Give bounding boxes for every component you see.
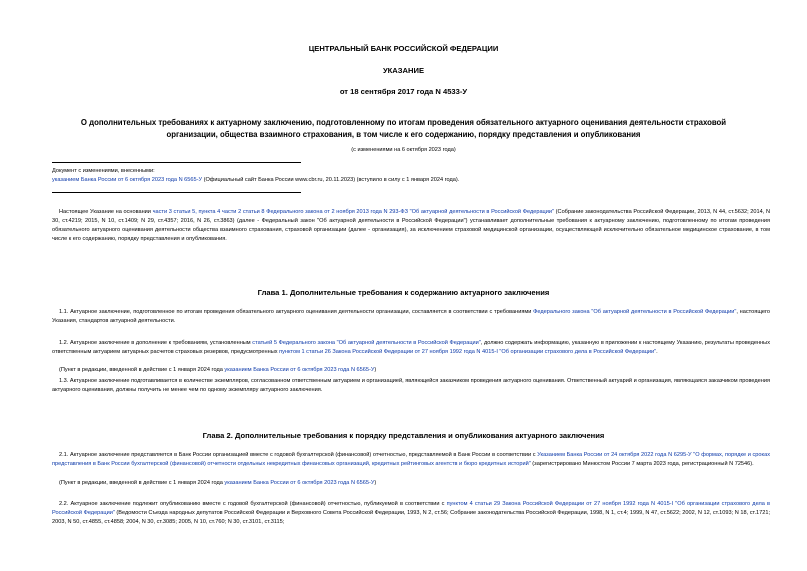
document-type: УКАЗАНИЕ — [382, 66, 425, 75]
n21-text-2: ) — [374, 480, 377, 486]
issuer-heading: ЦЕНТРАЛЬНЫЙ БАНК РОССИЙСКОЙ ФЕДЕРАЦИИ — [308, 44, 499, 53]
p11-text-2: , настоящего Указания, стандартов актуарной деятельности. — [52, 309, 770, 324]
intro-text-2: (Собрание законодательства Российской Федерации, 2013, N 44, ст.5632; 2014, N 30, ст.4219; 2015, N 10, ст.1409; N 29, ст.4357; 2016, N 26, ст.3863) (далее - Федеральный закон "Об актуарной деятельности в Российской Федерации") устанавливает дополнительные требования к актуарному заключению, подготовленному по итогам проведения обязательного актуарного оценивания деятельности общества взаимного страхования, страховой организации (далее - организация), за исключением страховой медицинской организации, осуществляющей исключительно обязательное медицинское страхование, в том числе к его содержанию, порядку представления и опубликования. — [52, 209, 770, 242]
changes-block — [52, 167, 459, 185]
p21-directive-link[interactable]: Указанием Банка России от 24 октября 2022 года N 6295-У "О формах, порядке и сроках представления в Банк России бухгалтерской (финансовой) отчетности отдельных некредитных финансовых организаций, кредитных рейтинговых агентств и бюро кредитных историй" — [52, 452, 770, 467]
intro-paragraph — [52, 208, 770, 244]
p12-law-link[interactable]: пунктом 1 статьи 26 Закона Российской Федерации от 27 ноября 1992 года N 4015-I "Об организации страхового дела в Российской Федерации" — [279, 349, 657, 355]
chapter-1-heading: Глава 1. Дополнительные требования к содержанию актуарного заключения — [257, 288, 550, 297]
paragraph-1-3: 1.3. Актуарное заключение подготавливается в количестве экземпляров, согласованном ответственным актуарием и организацией, являющейся заказчиком проведения актуарного оценивания. Ответственный актуарий и организация, являющаяся заказчиком проведения актуарного оценивания, должны получить не менее чем по одному экземпляру актуарного заключения. — [52, 378, 770, 393]
divider-top — [52, 162, 301, 163]
p22-text-1: 2.2. Актуарное заключение подлежит опубликованию вместе с годовой бухгалтерской (финансовой) отчетностью, публикуемой в соответствии с — [59, 501, 447, 507]
p21-text-1: 2.1. Актуарное заключение представляется в Банк России организацией вместе с годовой бухгалтерской (финансовой) отчетностью, представляемой в Банк России в соответствии с — [59, 452, 538, 458]
p12-text-1: 1.2. Актуарное заключение в дополнение к требованиям, установленным — [59, 340, 253, 346]
changes-link[interactable]: указанием Банка России от 6 октября 2023 года N 6565-У — [52, 177, 203, 183]
divider-bottom — [52, 192, 301, 193]
intro-law-link[interactable]: части 3 статьи 5, пункта 4 части 2 статьи 8 Федерального закона от 2 ноября 2013 года N 293-ФЗ "Об актуарной деятельности в Российской Федерации" — [152, 209, 554, 215]
document-date-number: от 18 сентября 2017 года N 4533-У — [339, 87, 468, 96]
n12-amendment-link[interactable]: указанием Банка России от 6 октября 2023 года N 6565-У — [224, 367, 375, 373]
p11-text-1: 1.1. Актуарное заключение, подготовленное по итогам проведения обязательного актуарного оценивания деятельности организации, составляется в соответствии с требованиями — [59, 309, 534, 315]
intro-text-1: Настоящее Указание на основании — [59, 209, 153, 215]
changes-label: Документ с изменениями, внесенными: — [52, 168, 155, 174]
n12-text-1: (Пункт в редакции, введенной в действие с 1 января 2024 года — [59, 367, 225, 373]
p21-text-2: (зарегистрировано Минюстом России 7 марта 2023 года, регистрационный N 72546). — [530, 461, 754, 467]
chapter-2-heading: Глава 2. Дополнительные требования к порядку представления и опубликования актуарного заключения — [202, 431, 605, 440]
p22-text-2: (Ведомости Съезда народных депутатов Российской Федерации и Верховного Совета Российской Федерации, 1993, N 2, ст.56; Собрание законодательства Российской Федерации, 1998, N 1, ст.4; 1999, N 47, ст.5622; 2002, N 12, ст.1093; N 18, ст.1721; 2003, N 50, ст.4855, ст.4858; 2004, N 30, ст.3085; 2005, N 10, ст.760; N 30, ст.3101, ст.3115; — [52, 510, 770, 525]
p22-law-link[interactable]: пунктом 4 статьи 29 Закона Российской Федерации от 27 ноября 1992 года N 4015-I "Об организации страхового дела в Российской Федерации" — [52, 501, 770, 516]
p11-law-link[interactable]: Федерального закона "Об актуарной деятельности в Российской Федерации" — [533, 309, 737, 315]
p12-article-link[interactable]: статьей 5 Федерального закона "Об актуарной деятельности в Российской Федерации" — [252, 340, 481, 346]
paragraph-1-1 — [52, 308, 770, 326]
p12-text-3: . — [656, 349, 658, 355]
paragraph-1-2 — [52, 339, 770, 357]
n21-amendment-link[interactable]: указанием Банка России от 6 октября 2023 года N 6565-У — [224, 480, 375, 486]
n21-text-1: (Пункт в редакции, введенной в действие с 1 января 2024 года — [59, 480, 225, 486]
changes-tail: (Официальный сайт Банка России www.cbr.ru, 20.11.2023) (вступило в силу с 1 января 2024 года). — [202, 177, 460, 183]
n12-text-2: ) — [374, 367, 377, 373]
edition-note: (с изменениями на 6 октября 2023 года) — [351, 147, 456, 153]
note-1-2 — [52, 366, 770, 375]
changes-line — [52, 176, 459, 185]
note-2-1 — [52, 479, 770, 488]
paragraph-2-2 — [52, 500, 770, 527]
p12-text-2: , должно содержать информацию, указанную в приложении к настоящему Указанию, результаты проведенных ответственным актуарием актуарных расчетов страховых резервов, предусмотренных — [52, 340, 770, 355]
paragraph-2-1 — [52, 451, 770, 469]
document-title: О дополнительных требованиях к актуарному заключению, подготовленному по итогам проведения обязательного актуарного оценивания деятельности страховой организации, общества взаимного страхования, в том числе к его содержанию, порядку представления и опубликования — [80, 118, 727, 139]
